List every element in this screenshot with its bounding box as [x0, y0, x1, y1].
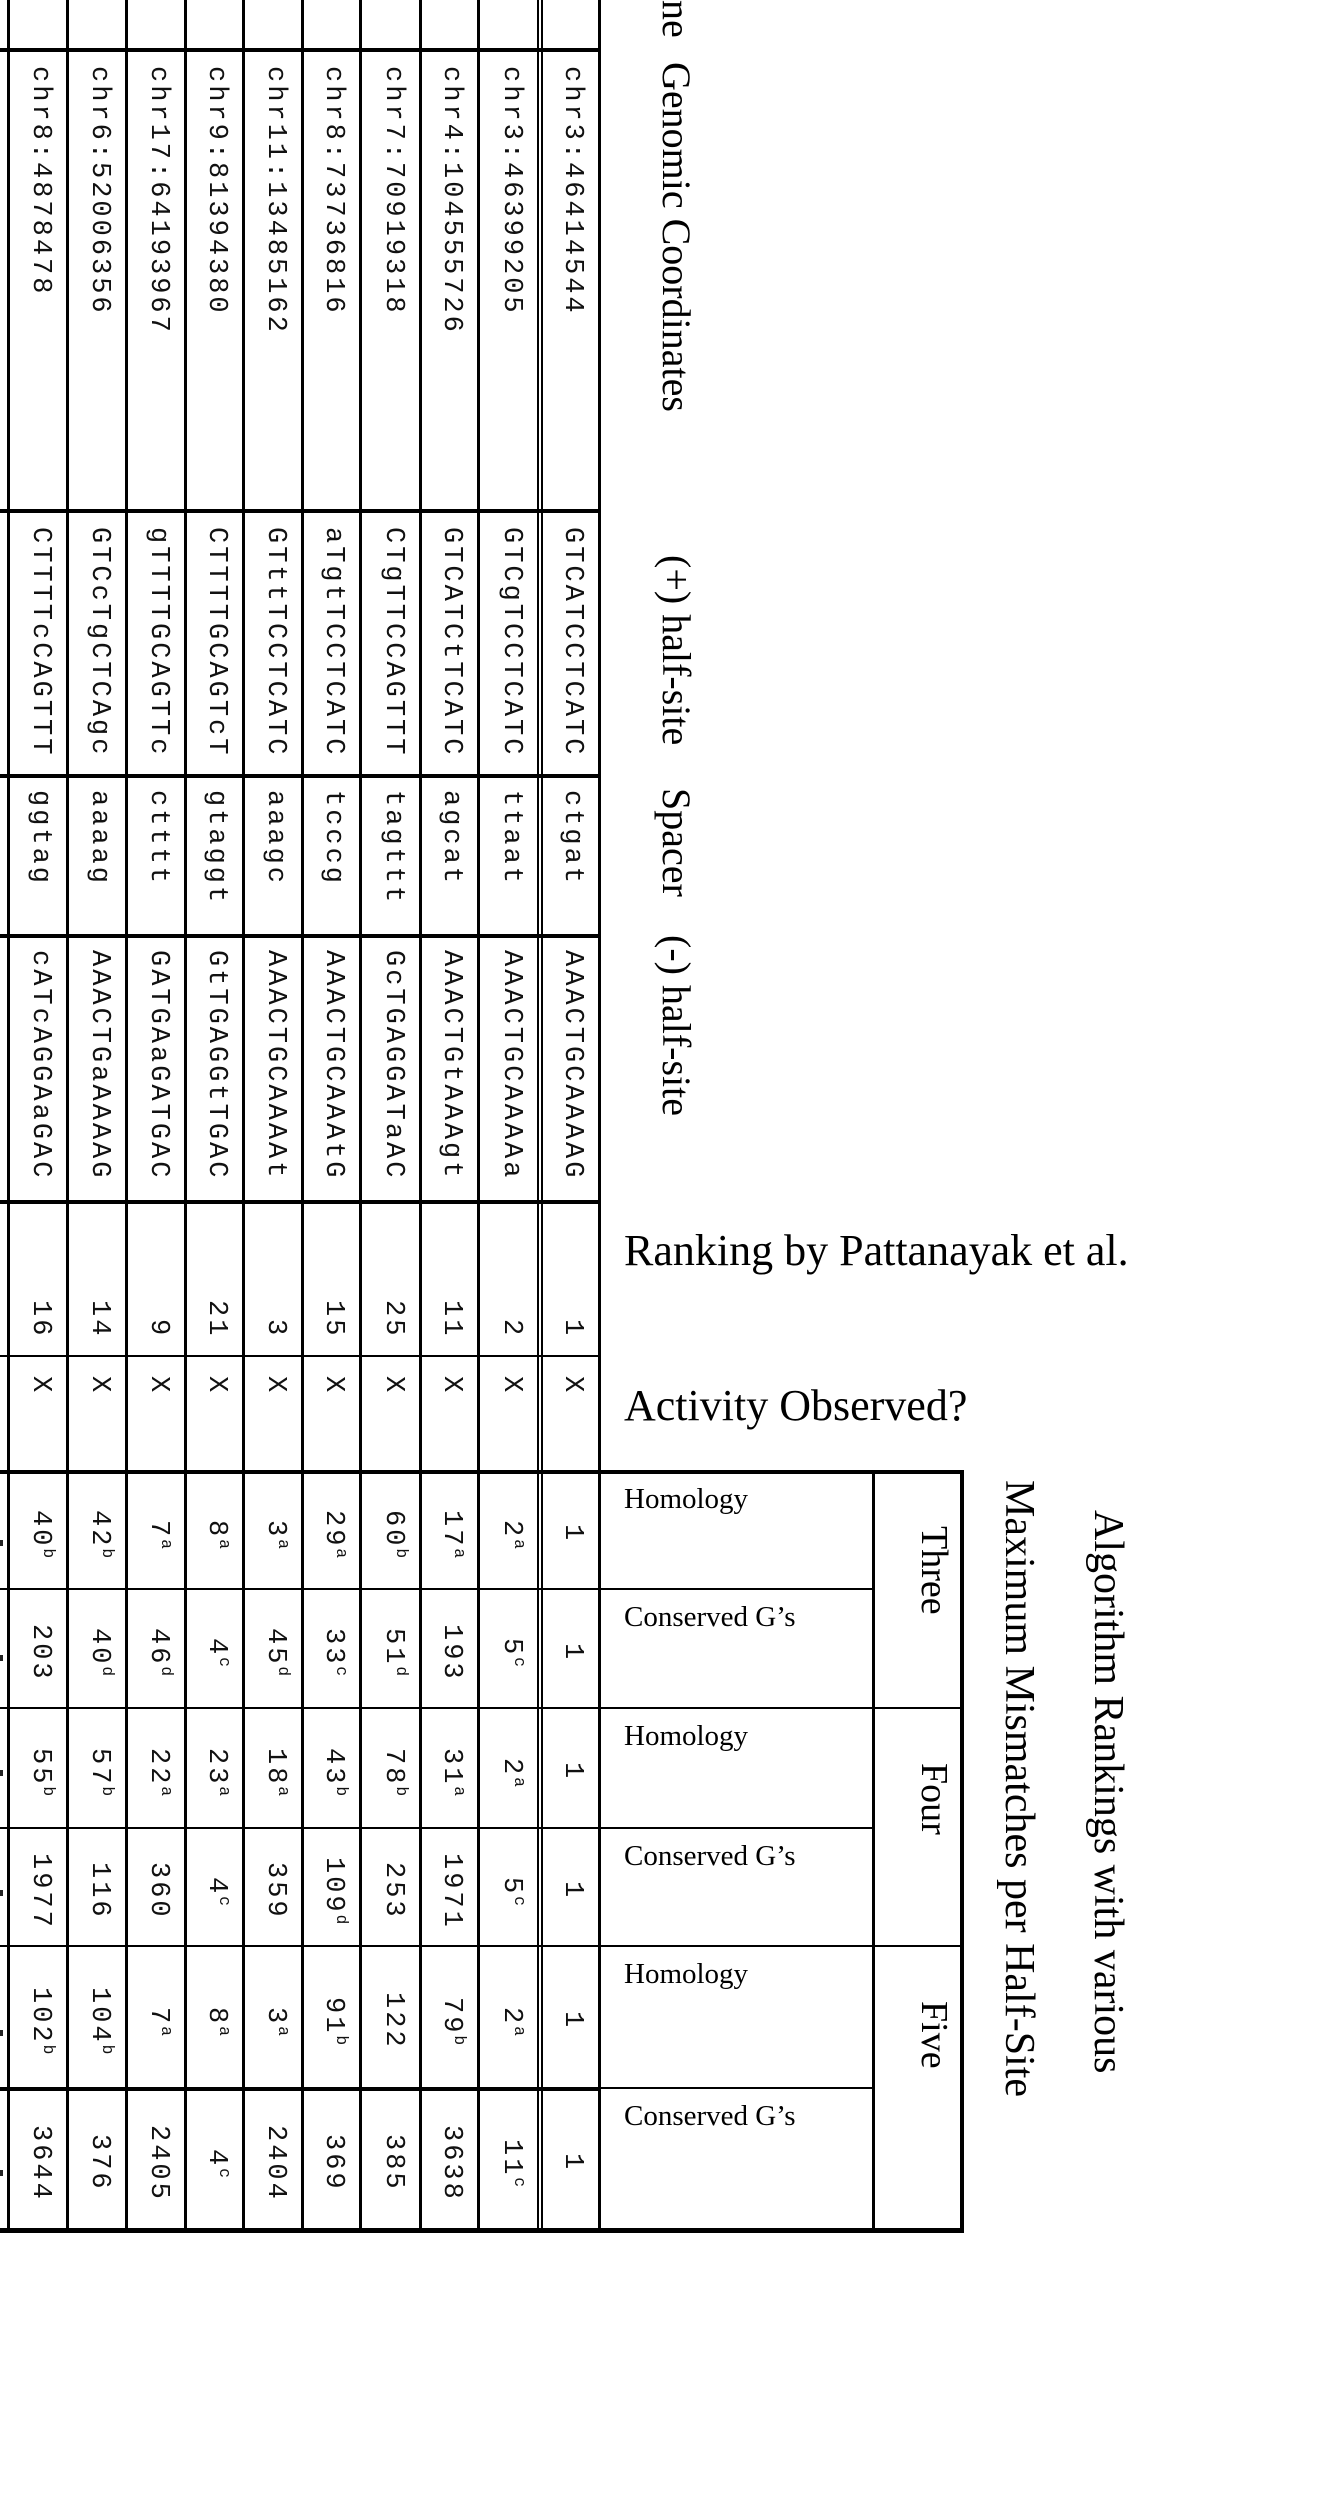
four-conserved-cell: [84, 1862, 114, 1920]
activity-cell-value: X: [436, 1376, 466, 1396]
ranking-cell: [496, 1319, 526, 1338]
four-conserved-cell: [378, 1862, 408, 1920]
five-homology-cell: [557, 2011, 587, 2030]
coord-cell: chr8:73736816: [318, 66, 348, 316]
plus-half-site-cell: GTCcTgCTCAgc: [84, 527, 114, 758]
coord-cell: chr17:64193967: [143, 66, 173, 335]
coord-cell: chr3:46414544: [557, 66, 587, 316]
cutoff-superscript-fragment: [0, 1890, 3, 1896]
four-homology-cell-value: 23: [201, 1747, 231, 1787]
ranking-cell-value: 9: [143, 1318, 173, 1338]
footnote-marker: c: [215, 1657, 233, 1667]
five-conserved-cell-value: 376: [84, 2134, 114, 2192]
header-mismatch-group-three: Three: [913, 1526, 955, 1615]
row-divider: [7, 0, 10, 2230]
column-divider: [0, 2087, 600, 2091]
three-homology-cell: [260, 1520, 290, 1549]
four-conserved-cell: [436, 1853, 466, 1930]
ranking-cell: [557, 1319, 587, 1338]
five-conserved-cell: [436, 2125, 466, 2202]
three-conserved-cell: [318, 1628, 348, 1676]
column-divider: [0, 934, 600, 938]
footnote-marker: a: [274, 1538, 292, 1549]
four-conserved-cell: [557, 1881, 587, 1900]
header-homology-label: Homology: [624, 1720, 749, 1752]
footnote-marker: a: [157, 1538, 175, 1549]
three-conserved-cell: [260, 1628, 290, 1676]
plus-half-site-cell: aTgtTCCTCATC: [318, 527, 348, 758]
five-homology-cell-value: 79: [436, 1996, 466, 2036]
four-homology-cell-value: 22: [143, 1747, 173, 1787]
five-homology-cell: [25, 1987, 55, 2054]
five-homology-cell-value: 122: [378, 1992, 408, 2050]
activity-cell: [557, 1376, 587, 1395]
ranking-cell: [143, 1319, 173, 1338]
ranking-cell: [25, 1300, 55, 1338]
footnote-marker: a: [215, 1786, 233, 1797]
header-activity-observed: Activity Observed?: [624, 1381, 968, 1430]
four-conserved-cell: [260, 1862, 290, 1920]
three-conserved-cell: [25, 1624, 55, 1682]
five-homology-cell: [318, 1997, 348, 2045]
spacer-cell: tcccg: [318, 790, 348, 887]
row-divider: [301, 0, 304, 2230]
minus-half-site-cell: AAACTGCAAAtG: [318, 950, 348, 1181]
header-label-divider: [600, 1470, 962, 1474]
footnote-marker: c: [215, 2167, 233, 2178]
five-homology-cell: [378, 1992, 408, 2050]
three-homology-cell-value: 17: [436, 1509, 466, 1549]
four-homology-cell: [378, 1748, 408, 1796]
footnote-marker: b: [332, 1786, 350, 1797]
four-conserved-cell-value: 1971: [436, 1852, 466, 1930]
header-plus-half-site: (+) half-site: [654, 555, 699, 746]
column-divider: [0, 1707, 600, 1709]
row-divider: [184, 0, 187, 2230]
minus-half-site-cell: cATcAGGAaGAC: [25, 950, 55, 1181]
five-conserved-cell: [260, 2125, 290, 2202]
header-label-divider: [600, 1588, 873, 1590]
five-conserved-cell-value: 369: [318, 2134, 348, 2192]
three-conserved-cell-value: 5: [496, 1638, 526, 1658]
activity-cell-value: X: [84, 1376, 114, 1396]
activity-cell-value: X: [201, 1376, 231, 1396]
three-homology-cell: [496, 1520, 526, 1549]
footnote-marker: c: [332, 1666, 350, 1677]
header-label-divider: [600, 1707, 962, 1709]
minus-half-site-cell: AAACTGaAAAAG: [84, 950, 114, 1181]
footnote-marker: b: [39, 1786, 57, 1797]
five-conserved-cell-value: 2405: [143, 2124, 173, 2202]
table-bottom-border: [0, 2228, 964, 2233]
five-conserved-cell-value: 385: [378, 2134, 408, 2192]
four-homology-cell: [318, 1748, 348, 1796]
five-conserved-cell: [496, 2139, 526, 2187]
row-divider: [242, 0, 245, 2230]
four-conserved-cell-value: 360: [143, 1862, 173, 1920]
five-homology-cell-value: 102: [25, 1987, 55, 2045]
three-homology-cell-value: 7: [143, 1519, 173, 1539]
three-homology-cell-value: 40: [25, 1509, 55, 1549]
four-conserved-cell-value: 116: [84, 1862, 114, 1920]
five-homology-cell: [436, 1997, 466, 2045]
ranking-cell-value: 21: [201, 1299, 231, 1338]
footnote-marker: a: [510, 2025, 528, 2036]
five-conserved-cell: [143, 2125, 173, 2202]
activity-cell: [84, 1376, 114, 1395]
four-conserved-cell-value: 253: [378, 1862, 408, 1920]
five-homology-cell: [201, 2007, 231, 2036]
three-conserved-cell-value: 40: [84, 1628, 114, 1667]
footnote-marker: a: [157, 1786, 175, 1797]
column-divider: [0, 1355, 600, 1357]
algorithm-rankings-title-line1: Algorithm Rankings with various: [1085, 1510, 1131, 2074]
three-homology-cell-value: 3: [260, 1519, 290, 1539]
minus-half-site-cell: GtTGAGGtTGAC: [201, 950, 231, 1181]
four-conserved-cell-value: 359: [260, 1862, 290, 1920]
coord-cell: chr7:70919318: [378, 66, 408, 316]
minus-half-site-cell: GATGAaGATGAC: [143, 950, 173, 1181]
footnote-marker: c: [510, 1657, 528, 1667]
footnote-marker: d: [332, 1914, 350, 1925]
footnote-marker: b: [98, 2044, 116, 2055]
ranking-cell: [201, 1300, 231, 1338]
activity-cell-value: X: [378, 1376, 408, 1396]
ranking-cell-value: 1: [557, 1318, 587, 1338]
ranking-cell-value: 11: [436, 1299, 466, 1338]
three-homology-cell: [25, 1510, 55, 1558]
three-homology-cell-value: 8: [201, 1519, 231, 1539]
footnote-marker: a: [157, 2025, 175, 2036]
three-conserved-cell: [557, 1643, 587, 1662]
ranking-cell-value: 3: [260, 1318, 290, 1338]
footnote-marker: c: [510, 2177, 528, 2188]
footnote-marker: b: [450, 2035, 468, 2046]
five-conserved-cell-value: 1: [557, 2153, 587, 2173]
footnote-marker: d: [98, 1666, 116, 1677]
three-conserved-cell: [378, 1628, 408, 1676]
header-conserved-gs-label: Conserved G’s: [624, 2100, 796, 2132]
minus-half-site-cell: AAACTGtAAAgt: [436, 950, 466, 1181]
column-divider: [0, 1945, 600, 1947]
footnote-marker: d: [157, 1666, 175, 1677]
four-homology-cell-value: 57: [84, 1747, 114, 1787]
ranking-cell-value: 2: [496, 1318, 526, 1338]
five-conserved-cell: [25, 2125, 55, 2202]
footnote-marker: a: [215, 1538, 233, 1549]
four-conserved-cell-value: 5: [496, 1876, 526, 1896]
ranking-cell-value: 14: [84, 1299, 114, 1338]
minus-half-site-cell: AAACTGCAAAAG: [557, 950, 587, 1181]
header-label-divider: [600, 1945, 962, 1947]
three-conserved-cell-value: 46: [143, 1628, 173, 1667]
header-right-border: [960, 1470, 964, 2233]
coord-cell: chr8:4878478: [25, 66, 55, 297]
footnote-marker: a: [450, 1548, 468, 1559]
column-divider: [0, 1827, 600, 1829]
five-conserved-cell: [378, 2134, 408, 2192]
four-conserved-cell: [143, 1862, 173, 1920]
footnote-marker: d: [274, 1666, 292, 1677]
header-conserved-gs-label: Conserved G’s: [624, 1840, 796, 1872]
five-homology-cell-value: 91: [318, 1996, 348, 2036]
four-conserved-cell: [318, 1857, 348, 1924]
footnote-marker: b: [392, 1786, 410, 1797]
five-conserved-cell-value: 2404: [260, 2124, 290, 2202]
three-homology-cell-value: 1: [557, 1524, 587, 1544]
four-homology-cell: [260, 1748, 290, 1796]
ranking-cell: [318, 1300, 348, 1338]
footnote-marker: a: [510, 1538, 528, 1549]
five-homology-cell: [260, 2007, 290, 2036]
minus-half-site-cell: AAACTGCAAAAa: [496, 950, 526, 1181]
activity-cell: [318, 1376, 348, 1395]
spacer-cell: ctttt: [143, 790, 173, 887]
header-divider: [598, 0, 601, 2230]
three-conserved-cell-value: 4: [201, 1638, 231, 1658]
row-divider-double-b: [541, 0, 543, 2230]
cutoff-superscript-fragment: [0, 1655, 3, 1661]
activity-cell: [436, 1376, 466, 1395]
three-homology-cell: [143, 1520, 173, 1549]
ranking-cell-value: 16: [25, 1299, 55, 1338]
header-mismatch-group-five: Five: [913, 2001, 955, 2069]
activity-cell-value: X: [557, 1376, 587, 1396]
five-conserved-cell: [84, 2134, 114, 2192]
five-homology-cell: [84, 1987, 114, 2054]
three-conserved-cell-value: 51: [378, 1628, 408, 1667]
coord-cell: chr9:81394380: [201, 66, 231, 316]
minus-half-site-cell: GcTGAGGATaAC: [378, 950, 408, 1181]
four-homology-cell-value: 18: [260, 1747, 290, 1787]
spacer-cell: gtaggt: [201, 790, 231, 906]
plus-half-site-cell: CTTTTGCAGTcT: [201, 527, 231, 758]
activity-cell-value: X: [260, 1376, 290, 1396]
spacer-cell: ttaat: [496, 790, 526, 887]
minus-half-site-cell: AAACTGCAAAAt: [260, 950, 290, 1181]
coord-cell: chr6:52006356: [84, 66, 114, 316]
cutoff-superscript-fragment: [0, 2170, 3, 2176]
four-homology-cell: [557, 1762, 587, 1781]
activity-cell: [25, 1376, 55, 1395]
four-homology-cell-value: 31: [436, 1747, 466, 1787]
four-homology-cell: [436, 1748, 466, 1796]
footnote-marker: b: [39, 2044, 57, 2055]
column-divider: [0, 1470, 600, 1474]
row-divider: [359, 0, 362, 2230]
header-homology-label: Homology: [624, 1958, 749, 1990]
footnote-marker: c: [215, 1895, 233, 1906]
footnote-marker: a: [215, 2025, 233, 2036]
cutoff-superscript-fragment: [0, 1770, 3, 1776]
activity-cell-value: X: [25, 1376, 55, 1396]
four-homology-cell: [143, 1748, 173, 1796]
ranking-cell-value: 25: [378, 1299, 408, 1338]
four-conserved-cell-value: 4: [201, 1876, 231, 1896]
five-homology-cell-value: 1: [557, 2011, 587, 2031]
footnote-marker: a: [274, 2025, 292, 2036]
four-homology-cell-value: 1: [557, 1762, 587, 1782]
group-divider: [872, 1470, 875, 2230]
five-conserved-cell-value: 3644: [25, 2124, 55, 2202]
ranking-cell: [84, 1300, 114, 1338]
five-conserved-cell: [318, 2134, 348, 2192]
five-homology-cell: [496, 2007, 526, 2036]
spacer-cell: aaaag: [84, 790, 114, 887]
three-homology-cell: [436, 1510, 466, 1558]
column-divider: [0, 48, 600, 52]
row-divider-double-a: [537, 0, 539, 2230]
footnote-marker: b: [39, 1548, 57, 1559]
ranking-cell: [378, 1300, 408, 1338]
ranking-cell: [436, 1300, 466, 1338]
ranking-cell: [260, 1319, 290, 1338]
five-conserved-cell-value: 3638: [436, 2124, 466, 2202]
five-homology-cell-value: 7: [143, 2006, 173, 2026]
header-label-divider: [600, 2087, 873, 2089]
cutoff-superscript-fragment: [0, 2030, 3, 2036]
three-homology-cell-value: 29: [318, 1509, 348, 1549]
row-divider: [66, 0, 69, 2230]
row-divider: [419, 0, 422, 2230]
header-spacer: Spacer: [654, 788, 699, 897]
header-minus-half-site: (-) half-site: [654, 935, 699, 1117]
footnote-marker: d: [392, 1666, 410, 1677]
five-homology-cell-value: 3: [260, 2006, 290, 2026]
five-conserved-cell: [201, 2149, 231, 2178]
activity-cell: [378, 1376, 408, 1395]
coord-cell: chr3:46399205: [496, 66, 526, 316]
three-conserved-cell: [201, 1638, 231, 1667]
cutoff-superscript-fragment: [0, 1540, 3, 1546]
column-divider: [0, 1588, 600, 1590]
spacer-cell: tagttt: [378, 790, 408, 906]
three-conserved-cell: [436, 1624, 466, 1682]
four-conserved-cell: [496, 1877, 526, 1906]
three-homology-cell-value: 42: [84, 1509, 114, 1549]
three-homology-cell-value: 60: [378, 1509, 408, 1549]
activity-cell-value: X: [143, 1376, 173, 1396]
activity-cell: [201, 1376, 231, 1395]
plus-half-site-cell: GTttTCCTCATC: [260, 527, 290, 758]
coord-cell: chr11:13485162: [260, 66, 290, 335]
header-label-divider: [600, 1827, 873, 1829]
header-ranking-pattanayak: Ranking by Pattanayak et al.: [624, 1226, 1129, 1275]
footnote-marker: c: [510, 1895, 528, 1906]
column-divider: [0, 509, 600, 513]
four-conserved-cell: [201, 1877, 231, 1906]
four-homology-cell-value: 55: [25, 1747, 55, 1787]
footnote-marker: b: [332, 2035, 350, 2046]
three-homology-cell: [557, 1524, 587, 1543]
four-conserved-cell-value: 109: [318, 1857, 348, 1915]
footnote-marker: a: [510, 1776, 528, 1787]
five-homology-cell: [143, 2007, 173, 2036]
three-homology-cell: [84, 1510, 114, 1558]
four-homology-cell: [25, 1748, 55, 1796]
header-mismatch-group-four: Four: [913, 1763, 955, 1835]
activity-cell: [496, 1376, 526, 1395]
five-homology-cell-value: 2: [496, 2006, 526, 2026]
footnote-marker: b: [98, 1548, 116, 1559]
five-homology-cell-value: 8: [201, 2006, 231, 2026]
footnote-marker: a: [450, 1786, 468, 1797]
plus-half-site-cell: GTCATCtTCATC: [436, 527, 466, 758]
activity-cell: [143, 1376, 173, 1395]
four-homology-cell: [201, 1748, 231, 1796]
spacer-cell: ctgat: [557, 790, 587, 887]
spacer-cell: aaagc: [260, 790, 290, 887]
three-conserved-cell-value: 193: [436, 1623, 466, 1682]
four-homology-cell-value: 2: [496, 1757, 526, 1777]
header-genomic-coordinates: Genomic Coordinates: [654, 62, 699, 412]
five-conserved-cell-value: 11: [496, 2138, 526, 2178]
spacer-cell: agcat: [436, 790, 466, 887]
three-homology-cell: [201, 1520, 231, 1549]
algorithm-rankings-title-line2: Maximum Mismatches per Half-Site: [996, 1480, 1042, 2098]
four-conserved-cell-value: 1977: [25, 1852, 55, 1930]
ranking-cell-value: 15: [318, 1299, 348, 1338]
plus-half-site-cell: CTgTTCCAGTTT: [378, 527, 408, 758]
three-conserved-cell-value: 1: [557, 1642, 587, 1663]
three-homology-cell-value: 2: [496, 1519, 526, 1539]
footnote-marker: a: [274, 1786, 292, 1797]
four-homology-cell-value: 43: [318, 1747, 348, 1787]
plus-half-site-cell: gTTTTGCAGTTc: [143, 527, 173, 758]
three-conserved-cell-value: 33: [318, 1628, 348, 1667]
spacer-cell: ggtag: [25, 790, 55, 887]
plus-half-site-cell: GTCATCCTCATC: [557, 527, 587, 758]
header-conserved-gs-label: Conserved G’s: [624, 1601, 796, 1633]
three-conserved-cell: [496, 1638, 526, 1667]
footnote-marker: b: [98, 1786, 116, 1797]
three-conserved-cell: [143, 1628, 173, 1676]
three-conserved-cell-value: 203: [25, 1623, 55, 1682]
header-homology-label: Homology: [624, 1483, 749, 1515]
column-divider: [0, 774, 600, 778]
plus-half-site-cell: CTTTTcCAGTTT: [25, 527, 55, 758]
four-conserved-cell-value: 1: [557, 1881, 587, 1901]
activity-cell-value: X: [496, 1376, 526, 1396]
three-homology-cell: [318, 1510, 348, 1558]
row-divider: [125, 0, 128, 2230]
footnote-marker: a: [332, 1548, 350, 1559]
activity-cell: [260, 1376, 290, 1395]
column-divider: [0, 1200, 600, 1204]
three-conserved-cell: [84, 1628, 114, 1676]
three-conserved-cell-value: 45: [260, 1628, 290, 1667]
four-homology-cell: [84, 1748, 114, 1796]
five-conserved-cell-value: 4: [201, 2148, 231, 2168]
row-divider: [477, 0, 480, 2230]
header-name-partial: ne: [654, 0, 699, 38]
five-homology-cell-value: 104: [84, 1987, 114, 2045]
three-homology-cell: [378, 1510, 408, 1558]
four-homology-cell-value: 78: [378, 1747, 408, 1787]
plus-half-site-cell: GTCgTCCTCATC: [496, 527, 526, 758]
four-homology-cell: [496, 1758, 526, 1787]
five-conserved-cell: [557, 2153, 587, 2172]
footnote-marker: b: [392, 1548, 410, 1559]
coord-cell: chr4:104555726: [436, 66, 466, 335]
activity-cell-value: X: [318, 1376, 348, 1396]
four-conserved-cell: [25, 1853, 55, 1930]
